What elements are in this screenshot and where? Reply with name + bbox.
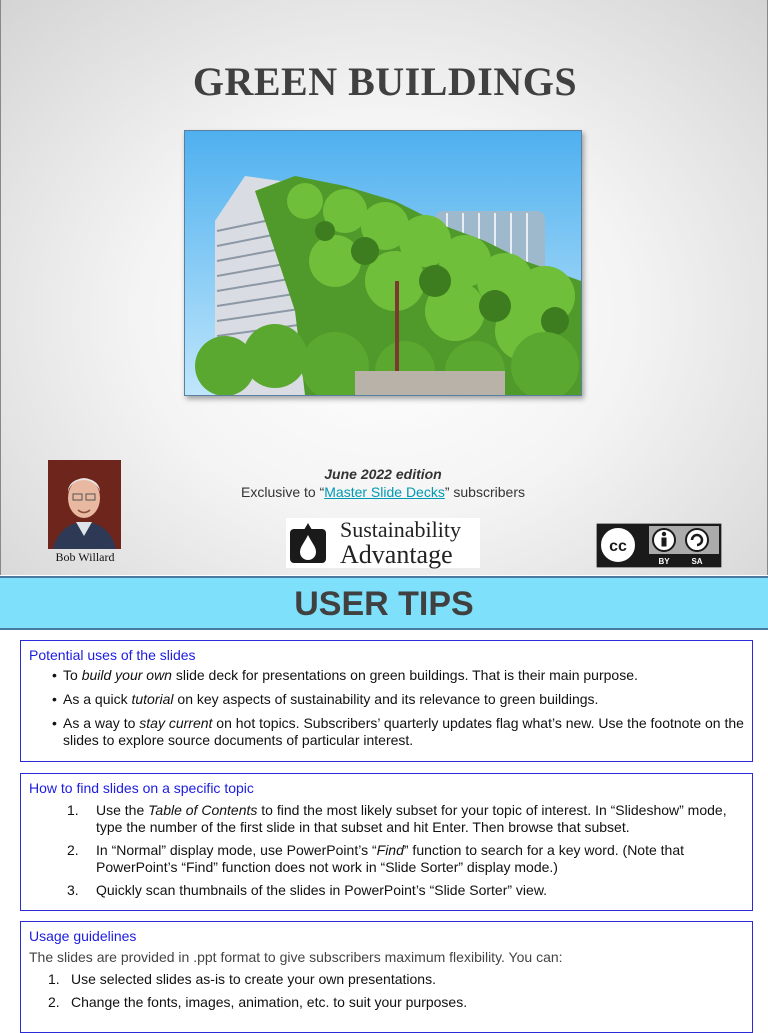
cc-icon: cc <box>609 538 627 555</box>
usage-intro: The slides are provided in .ppt format to give subscribers maximum flexibility. You can: <box>29 949 563 965</box>
user-tips-header: USER TIPS <box>0 576 768 630</box>
list-item: • As a way to stay current on hot topics. Subscribers’ quarterly updates flag what’s new. Use the footnote on the slides to explore source documents of particular interest. <box>52 715 752 749</box>
list-item: • To build your own slide deck for presentations on green buildings. That is their main purpose. <box>52 667 752 684</box>
find-slides-box <box>20 773 753 911</box>
master-slide-decks-link[interactable]: Master Slide Decks <box>324 484 445 500</box>
exclusive-suffix: ” subscribers <box>444 484 525 500</box>
sustainability-advantage-logo <box>286 518 480 568</box>
list-item: 3. Quickly scan thumbnails of the slides in PowerPoint’s “Slide Sorter” view. <box>67 882 548 898</box>
potential-uses-title: Potential uses of the slides <box>29 647 196 663</box>
edition-label: June 2022 edition <box>324 466 442 482</box>
logo-line-1: Sustainability <box>340 516 461 542</box>
usage-guidelines-title: Usage guidelines <box>29 928 137 944</box>
list-item: 1. Use the Table of Contents to find the most likely subset for your topic of interest. In “Slideshow” mode, type the number of the first slide in that subset and hit Enter. Then browse that subset. <box>67 802 727 835</box>
list-item: 2. Change the fonts, images, animation, etc. to suit your purposes. <box>48 994 468 1010</box>
find-slides-title: How to find slides on a specific topic <box>29 780 254 796</box>
sa-label: SA <box>691 557 703 566</box>
author-portrait <box>48 460 121 549</box>
slide-title: GREEN BUILDINGS <box>192 59 578 104</box>
list-item: 1. Use selected slides as-is to create your own presentations. <box>48 971 436 987</box>
by-label: BY <box>658 557 670 566</box>
water-drop-icon <box>286 521 330 565</box>
exclusive-note <box>151 484 615 500</box>
usage-guidelines-box <box>20 921 753 1033</box>
list-item: • As a quick tutorial on key aspects of sustainability and its relevance to green buildings. <box>52 691 752 708</box>
list-item: 2. In “Normal” display mode, use PowerPoint’s “Find” function to search for a key word. (Note that PowerPoint’s “Find” function does not work in “Slide Sorter” display mode.) <box>67 842 685 875</box>
potential-uses-box <box>20 640 753 762</box>
green-building-photo <box>184 130 582 396</box>
author-name: Bob Willard <box>55 550 115 564</box>
exclusive-prefix: Exclusive to “ <box>241 484 325 500</box>
cc-by-sa-license-badge <box>596 523 722 568</box>
logo-line-2: Advantage <box>340 539 453 569</box>
by-icon <box>662 532 666 536</box>
